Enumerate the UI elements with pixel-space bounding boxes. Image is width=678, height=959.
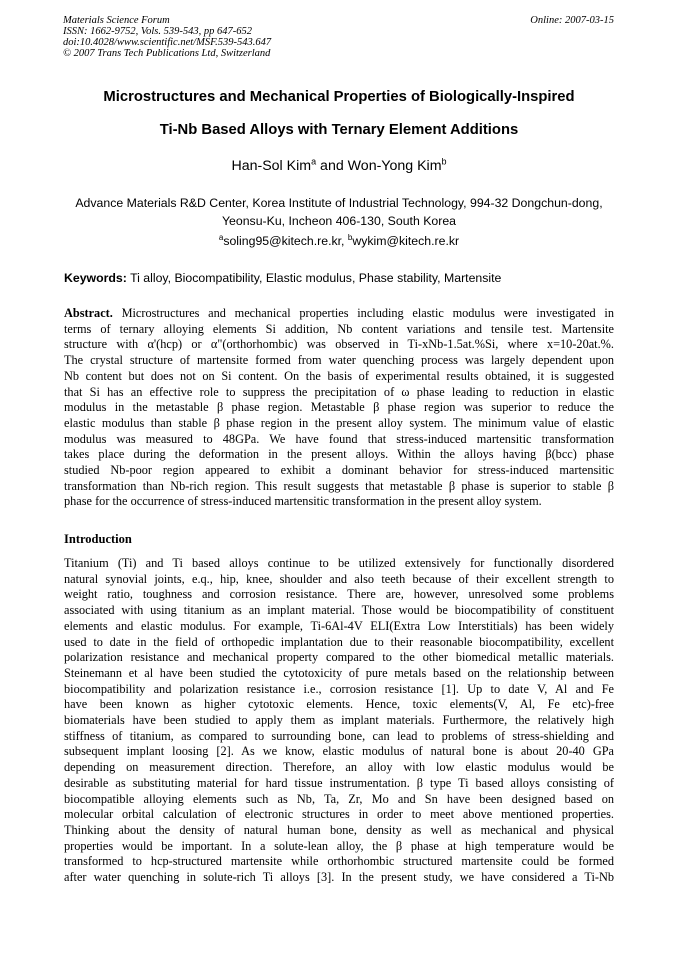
author-2: Won-Yong Kim	[347, 158, 442, 174]
intro-line: Titanium (Ti) and Ti based alloys continue to be utilized extensively for functionally disordered	[64, 556, 614, 570]
copyright-line: © 2007 Trans Tech Publications Ltd, Switzerland	[63, 48, 271, 59]
author-1-affil-mark: a	[311, 156, 317, 167]
section-heading-introduction: Introduction	[64, 532, 132, 546]
journal-name: Materials Science Forum	[63, 15, 170, 26]
abstract-line: Nb content but does not on Si content. On the basis of experimental results obtained, it is suggested	[64, 368, 614, 383]
author-1: Han-Sol Kim	[231, 158, 312, 174]
abstract-line: elastic modulus than stable β phase region in the present alloy system. The minimum value of elastic	[64, 415, 614, 430]
abstract-line: modulus was measured to 48GPa. We have found that stress-induced martensitic transformation	[64, 431, 614, 446]
email-a-mark: a	[218, 232, 224, 242]
abstract	[64, 306, 614, 510]
email-b-mark: b	[347, 232, 353, 242]
intro-line: desirable as substituting material for hard tissue instrumentation. β type Ti based alloys consisting of	[64, 775, 614, 790]
author-conjunction: and	[316, 158, 348, 174]
abstract-line: structure with α'(hcp) or α"(orthorhombic) was observed in Ti-xNb-1.5at.%Si, where x=10-20at.%.	[64, 337, 614, 352]
keywords-text: Ti alloy, Biocompatibility, Elastic modulus, Phase stability, Martensite	[126, 271, 502, 285]
intro-line: stiffness of titanium, as compared to surrounding bone, can lead to problems of stress-shielding and	[64, 728, 614, 743]
intro-line: polarization resistance and mechanical property compared to the other biomedical metallic materials.	[64, 650, 614, 665]
intro-line: after water quenching in solute-rich Ti alloys [3]. In the present study, we have considered a Ti-Nb	[64, 870, 614, 885]
intro-line: have been known as higher cytotoxic elements. Hence, toxic elements(V, Al, Fe etc)-free	[64, 697, 614, 712]
intro-line: molecular orbital calculation of electronic structures in order to meet above mentioned properties.	[64, 807, 614, 822]
intro-line: biomaterials have been studied to apply them as implant materials. Furthermore, the relatively high	[64, 713, 614, 728]
author-emails	[40, 234, 638, 248]
intro-line: depending on measurement direction. Therefore, an alloy with low elastic modulus would be	[64, 760, 614, 775]
introduction-body	[64, 556, 614, 886]
abstract-line: Abstract. Microstructures and mechanical properties including elastic modulus were investigated in	[64, 306, 614, 320]
abstract-label: Abstract.	[64, 306, 113, 320]
abstract-line: terms of ternary alloying elements Si addition, Nb content variations and tensile test. Martensite	[64, 321, 614, 336]
affiliation	[40, 194, 638, 230]
keywords-label: Keywords:	[64, 271, 127, 285]
intro-line: properties would be important. In a solute-lean alloy, the β phase at high temperature would be	[64, 838, 614, 853]
online-date: Online: 2007-03-15	[530, 15, 614, 26]
abstract-line: The crystal structure of martensite formed from water quenching process was largely dependent upon	[64, 353, 614, 368]
intro-line: Thinking about the density of natural human bone, density as well as mechanical and physical	[64, 822, 614, 837]
affiliation-line-2: Yeonsu-Ku, Incheon 406-130, South Korea	[221, 214, 457, 228]
intro-line: Steinemann et al have been studied the cytotoxicity of pure metals based on the relationship between	[64, 665, 614, 680]
paper-title-line-1: Microstructures and Mechanical Properties of Biologically-Inspired	[103, 89, 575, 105]
intro-line: elements and elastic modulus. For example, Ti-6Al-4V ELI(Extra Low Interstitials) has been widely	[64, 618, 614, 633]
intro-line: natural synovial joints, e.q., hip, knee, shoulder and also teeth because of their excellent strength to	[64, 571, 614, 586]
email-a[interactable]: soling95@kitech.re.kr,	[223, 234, 348, 248]
keywords	[64, 271, 501, 285]
intro-line: subsequent implant loosing [2]. As we know, elastic modulus of natural bone is about 20-40 GPa	[64, 744, 614, 759]
author-list	[40, 158, 638, 174]
doi-line: doi:10.4028/www.scientific.net/MSF.539-543.647	[63, 37, 272, 48]
intro-line: biocompatible alloying elements such as Nb, Ta, Zr, Mo and Sn have been designed based on	[64, 791, 614, 806]
abstract-line: studied Nb-poor region appeared to exhibit a dominant behavior for stress-induced martensitic	[64, 463, 614, 478]
intro-line: transformed to hcp-structured martensite while orthorhombic structured martensite could be formed	[64, 854, 614, 869]
abstract-line: transformation than Nb-rich region. This result suggests that metastable β phase is superior to stable β	[64, 478, 614, 493]
abstract-line: that Si has an effective role to suppress the precipitation of ω phase leading to reduction in elastic	[64, 384, 614, 399]
abstract-line: phase for the occurrence of stress-induced martensitic transformation in the present alloy system.	[64, 494, 542, 509]
paper-title-line-2: Ti-Nb Based Alloys with Ternary Element Additions	[159, 122, 519, 138]
abstract-line: modulus in the metastable β phase region. Metastable β phase region was superior to reduce the	[64, 400, 614, 415]
intro-line: used to date in the field of orthopedic implantation due to their reasonable biocompatibility, excellent	[64, 634, 614, 649]
abstract-line: takes place during the deformation in the present alloys. Within the alloys having β(bcc) phase	[64, 447, 614, 462]
issn-line: ISSN: 1662-9752, Vols. 539-543, pp 647-652	[63, 26, 252, 37]
affiliation-line-1: Advance Materials R&D Center, Korea Institute of Industrial Technology, 994-32 Dongchun-dong,	[75, 196, 603, 210]
intro-line: biocompatibility and polarization resistance i.e., corrosion resistance [1]. Up to date V, Al and Fe	[64, 681, 614, 696]
intro-line: associated with using titanium as an implant material. Those would be biocompatibility of constituent	[64, 603, 614, 618]
journal-header	[63, 15, 271, 59]
email-b[interactable]: wykim@kitech.re.kr	[352, 234, 460, 248]
author-2-affil-mark: b	[441, 156, 447, 167]
intro-line: weight ratio, toughness and corrosion resistance. There are, however, unresolved some problems	[64, 587, 614, 602]
